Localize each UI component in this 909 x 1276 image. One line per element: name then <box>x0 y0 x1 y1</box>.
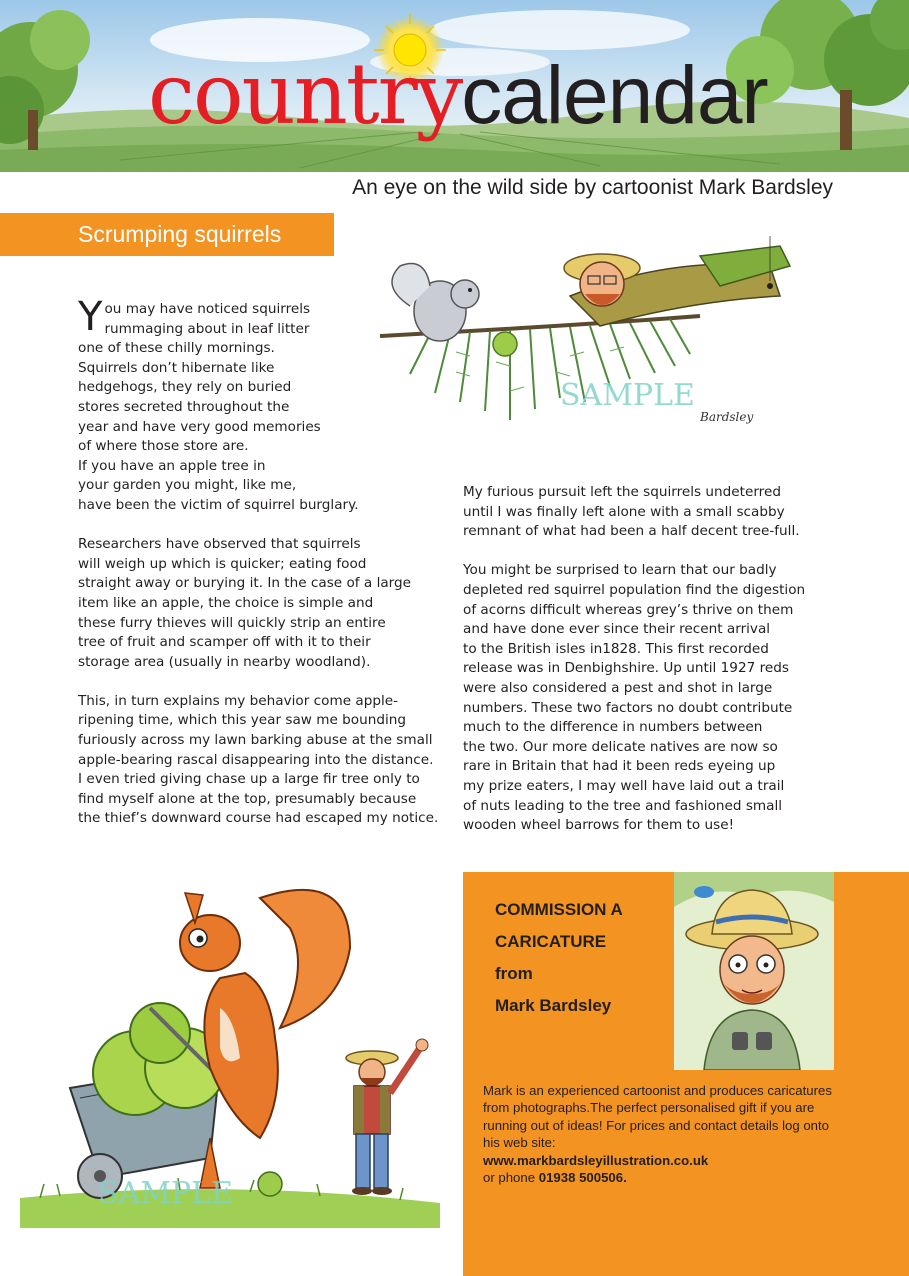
commission-caricature-promo <box>463 872 909 1276</box>
artist-signature: Bardsley <box>700 410 754 424</box>
article-line: ripening time, which this year saw me bounding <box>78 712 406 729</box>
promo-body <box>483 1082 893 1186</box>
article-line: If you have an apple tree in <box>78 457 266 474</box>
masthead-word-country: country <box>148 45 462 143</box>
article-line: my prize eaters, I may well have laid out a trail <box>463 777 785 794</box>
article-title-bar <box>0 213 334 256</box>
article-line: apple-bearing rascal disappearing into the distance. <box>78 751 434 768</box>
article-line: Researchers have observed that squirrels <box>78 536 361 553</box>
drop-cap: Y <box>78 294 103 340</box>
promo-heading-line: CARICATURE <box>495 932 607 951</box>
article-line: stores secreted throughout the <box>78 398 290 415</box>
promo-body-line: running out of ideas! For prices and contact details log onto <box>483 1117 830 1133</box>
article-line: rare in Britain that had it been reds eyeing up <box>463 758 776 775</box>
sample-watermark-bottom: SAMPLE <box>98 1176 233 1211</box>
article-line: one of these chilly mornings. <box>78 340 275 357</box>
article-line: year and have very good memories <box>78 418 321 435</box>
article-line: My furious pursuit left the squirrels undeterred <box>463 484 781 500</box>
article-line: numbers. These two factors no doubt contribute <box>463 699 793 716</box>
promo-body-line: from photographs.The perfect personalised gift if you are <box>483 1100 815 1116</box>
promo-heading <box>495 894 623 1022</box>
article-line: wooden wheel barrows for them to use! <box>463 817 735 834</box>
masthead-title <box>148 45 768 143</box>
article-line: will weigh up which is quicker; eating food <box>78 555 367 572</box>
article-line: tree of fruit and scamper off with it to their <box>78 634 371 651</box>
promo-phone-number: 01938 500506. <box>538 1170 627 1186</box>
article-line: storage area (usually in nearby woodland). <box>78 653 371 670</box>
article-line: of nuts leading to the tree and fashioned small <box>463 797 783 814</box>
article-line: of acorns difficult whereas grey’s thrive on them <box>463 601 794 618</box>
article-line: rummaging about in leaf litter <box>104 320 310 337</box>
article-line: much to the difference in numbers between <box>463 719 763 736</box>
article-line: were also considered a pest and shot in large <box>463 679 773 696</box>
article-left-column <box>78 294 448 829</box>
article-line: and have done ever since their recent arrival <box>463 621 771 638</box>
masthead-word-calendar: calendar <box>461 50 768 141</box>
promo-heading-line: COMMISSION A <box>495 900 623 919</box>
promo-phone-line: or phone 01938 500506. <box>483 1170 627 1186</box>
article-line: depleted red squirrel population find the digestion <box>463 581 806 598</box>
article-line: straight away or burying it. In the case of a large <box>78 575 412 592</box>
article-line: hedgehogs, they rely on buried <box>78 379 292 396</box>
article-line: these furry thieves will quickly strip an entire <box>78 614 386 631</box>
promo-website-link[interactable]: www.markbardsleyillustration.co.uk <box>483 1152 709 1168</box>
promo-heading-line: Mark Bardsley <box>495 996 612 1015</box>
article-title: Scrumping squirrels <box>78 221 282 247</box>
article-line: have been the victim of squirrel burglary. <box>78 496 359 513</box>
tagline: An eye on the wild side by cartoonist Mark Bardsley <box>352 176 833 199</box>
article-line: Squirrels don’t hibernate like <box>78 359 275 376</box>
promo-body-line: Mark is an experienced cartoonist and produces caricatures <box>483 1083 832 1098</box>
article-line: This, in turn explains my behavior come apple- <box>78 692 399 709</box>
article-line: furiously across my lawn barking abuse at the small <box>78 732 433 749</box>
article-line: remnant of what had been a half decent tree-full. <box>463 523 800 540</box>
promo-heading-line: from <box>495 964 533 983</box>
article-right-column <box>463 483 863 836</box>
article-line-1: You may have noticed squirrels <box>78 294 311 340</box>
red-squirrel-wheelbarrow-illustration <box>20 858 445 1228</box>
article-line: the thief’s downward course had escaped my notice. <box>78 810 439 827</box>
article-line: to the British isles in1828. This first recorded <box>463 640 769 657</box>
article-line: your garden you might, like me, <box>78 477 297 494</box>
article-line: until I was finally left alone with a small scabby <box>463 503 785 520</box>
article-line: of where those store are. <box>78 438 249 455</box>
article-line: find myself alone at the top, presumably because <box>78 790 417 807</box>
article-line: item like an apple, the choice is simple and <box>78 594 374 611</box>
caricature-portrait <box>674 872 834 1070</box>
promo-body-line: his web site: <box>483 1135 556 1151</box>
article-line: I even tried giving chase up a large fir tree only to <box>78 771 420 788</box>
article-line: You might be surprised to learn that our badly <box>463 562 777 579</box>
article-line: release was in Denbighshire. Up until 1927 reds <box>463 660 789 677</box>
article-line: the two. Our more delicate natives are now so <box>463 738 778 755</box>
header-banner <box>0 0 909 172</box>
sample-watermark-top: SAMPLE <box>560 378 695 413</box>
